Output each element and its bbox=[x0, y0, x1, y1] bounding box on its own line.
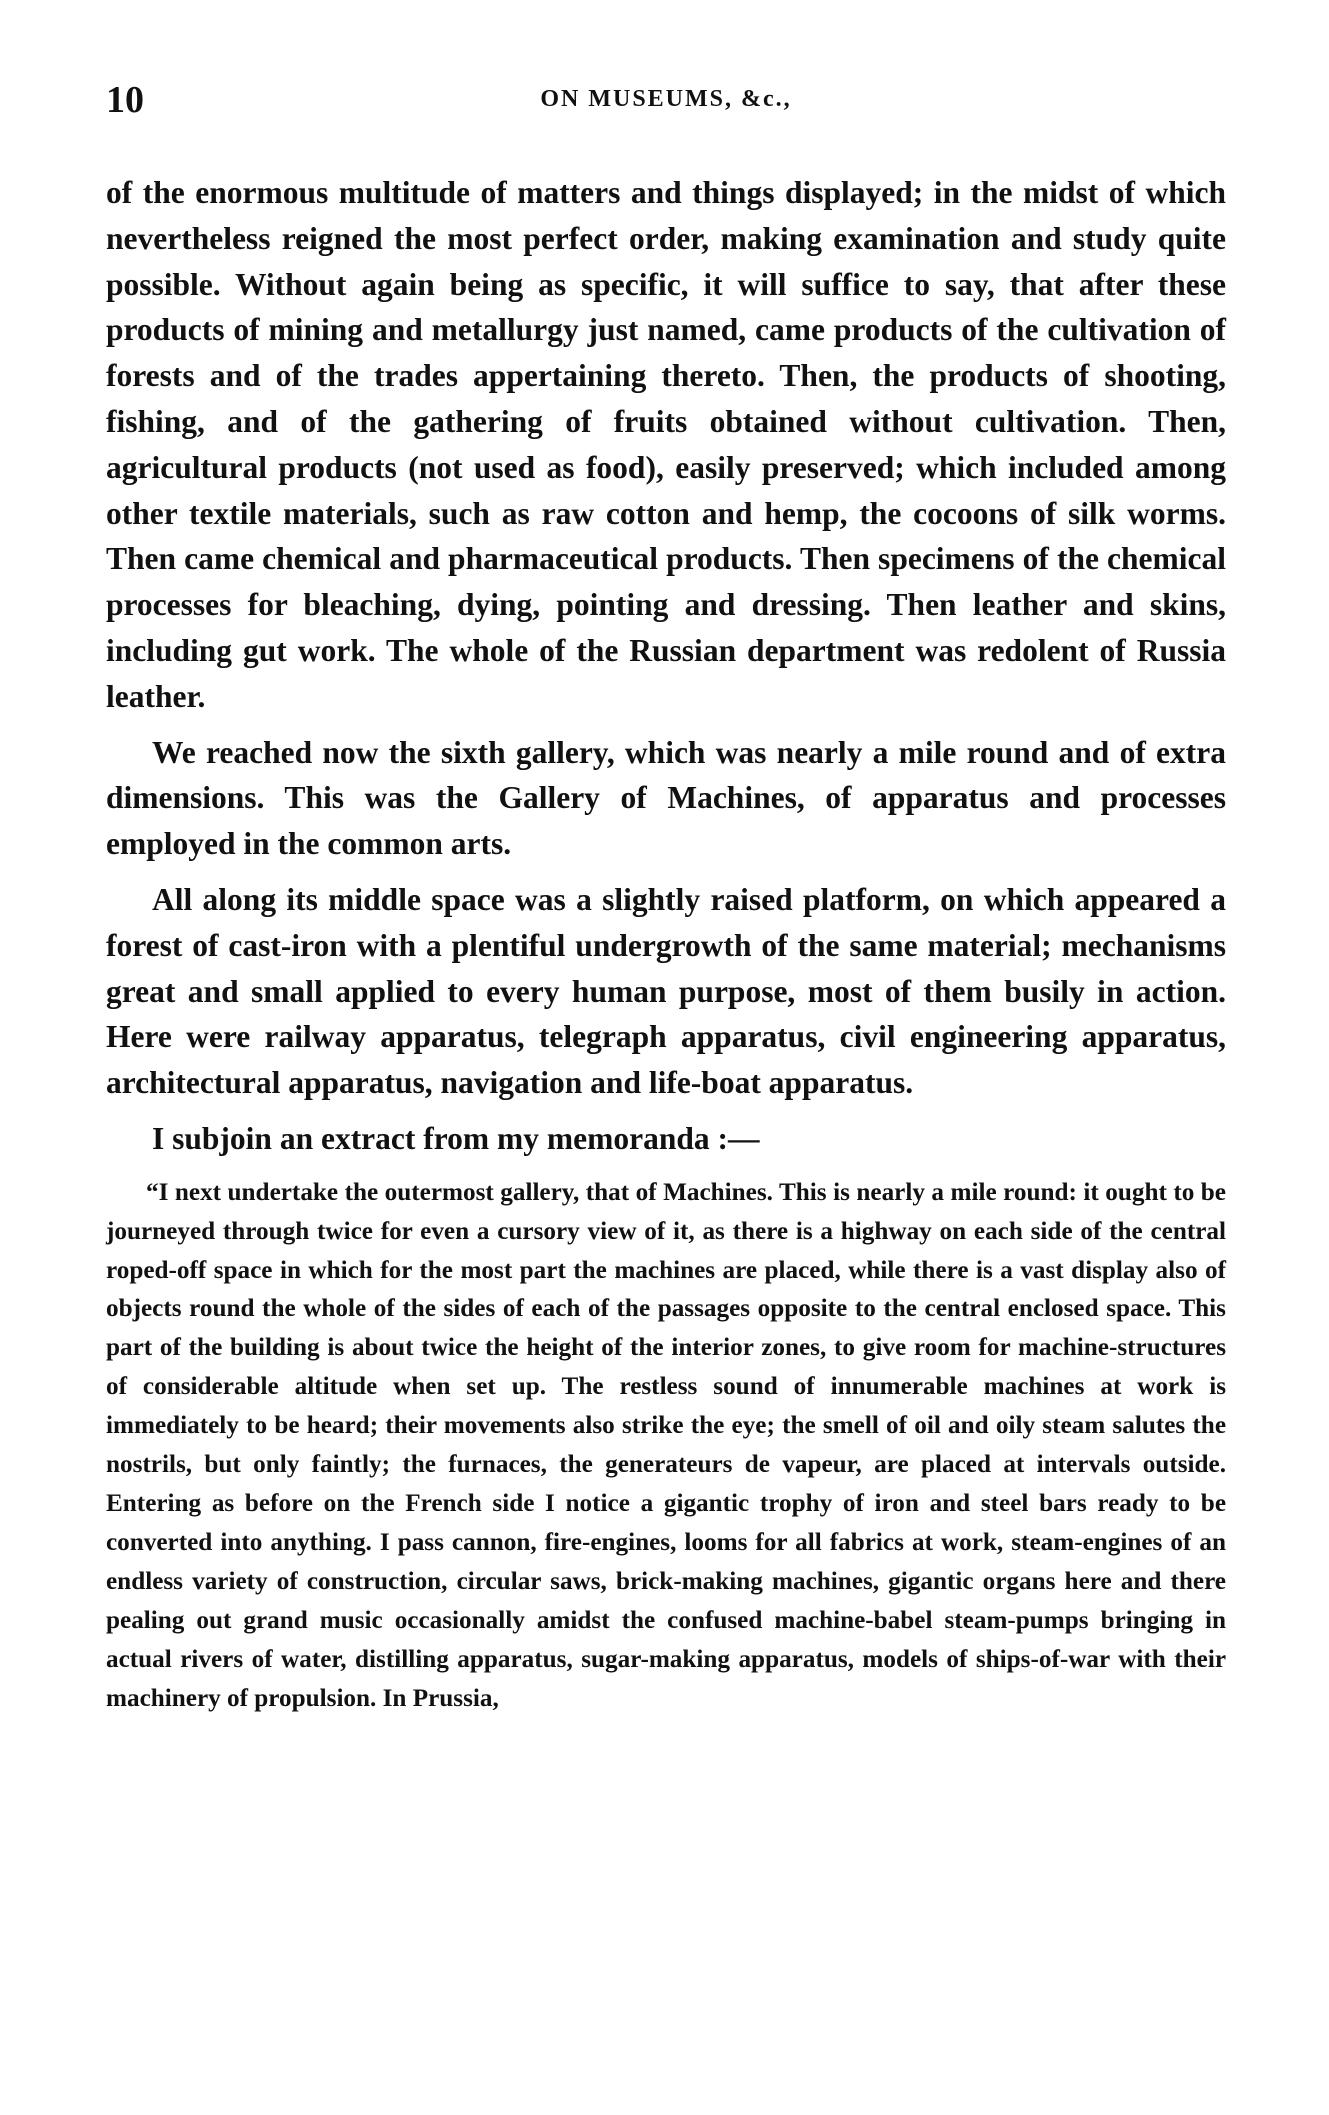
paragraph-continued: of the enormous multitude of matters and things displayed; in the midst of which nevertheless reigned the most perfect order, making examination and study quite possible. Without again being as specific, it will suffice to say, that after these products of mining and metallurgy just named, came products of the cultivation of forests and of the trades appertaining thereto. Then, the products of shooting, fishing, and of the gathering of fruits obtained without cultivation. Then, agricultural products (not used as food), easily preserved; which included among other textile materials, such as raw cotton and hemp, the cocoons of silk worms. Then came chemical and pharmaceutical products. Then specimens of the chemical processes for bleaching, dying, pointing and dressing. Then leather and skins, including gut work. The whole of the Russian department was redolent of Russia leather. bbox=[106, 175, 1226, 714]
page-header bbox=[106, 78, 1226, 128]
paragraph-subjoin: I subjoin an extract from my memoranda :— bbox=[152, 1120, 760, 1156]
body-text bbox=[106, 170, 1226, 1718]
book-page bbox=[106, 78, 1226, 1718]
running-head: ON MUSEUMS, &c., bbox=[540, 86, 792, 112]
memoranda-extract: “I next undertake the outermost gallery, that of Machines. This is nearly a mile round: it ought to be journeyed through twice for even a cursory view of it, as there is a highway on each side of the central roped-off space in which for the most part the machines are placed, while there is a vast display also of objects round the whole of the sides of each of the passages opposite to the central enclosed space. This part of the building is about twice the height of the interior zones, to give room for machine-structures of considerable altitude when set up. The restless sound of innumerable machines at work is immediately to be heard; their movements also strike the eye; the smell of oil and oily steam salutes the nostrils, but only faintly; the furnaces, the generateurs de vapeur, are placed at intervals outside. Entering as before on the French side I notice a gigantic trophy of iron and steel bars ready to be converted into anything. I pass cannon, fire-engines, looms for all fabrics at work, steam-engines of an endless variety of construction, circular saws, brick-making machines, gigantic organs here and there pealing out grand music occasionally amidst the confused machine-babel steam-pumps bringing in actual rivers of water, distilling apparatus, sugar-making apparatus, models of ships-of-war with their machinery of propulsion. In Prussia, bbox=[106, 1178, 1226, 1712]
paragraph-platform: All along its middle space was a slightly raised platform, on which appeared a forest of cast-iron with a plentiful undergrowth of the same material; mechanisms great and small applied to every human purpose, most of them busily in action. Here were railway apparatus, telegraph apparatus, civil engineering apparatus, architectural apparatus, navigation and life-boat apparatus. bbox=[106, 881, 1226, 1101]
page-number: 10 bbox=[106, 79, 144, 121]
paragraph-sixth-gallery: We reached now the sixth gallery, which was nearly a mile round and of extra dimensions. This was the Gallery of Machines, of apparatus and processes employed in the common arts. bbox=[106, 734, 1226, 862]
